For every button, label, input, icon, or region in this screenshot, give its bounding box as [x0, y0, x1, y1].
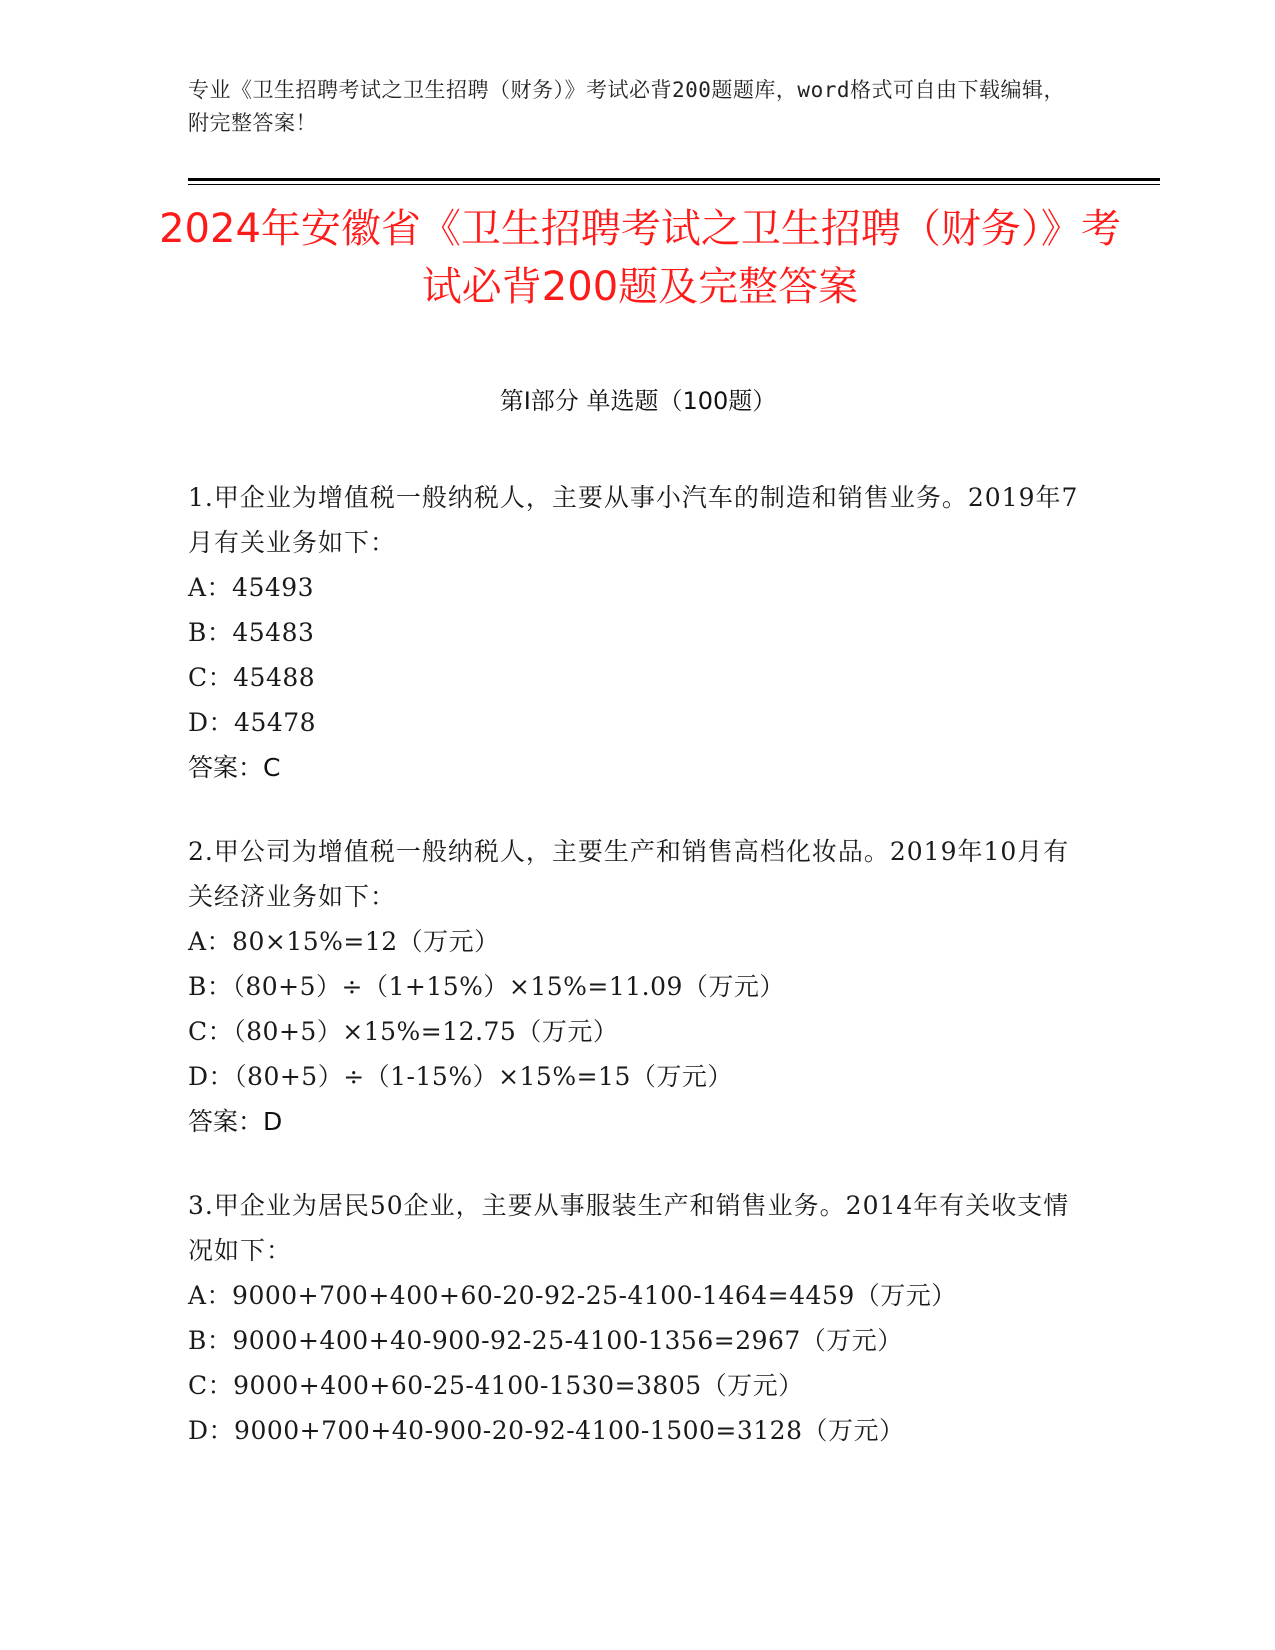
question-list [188, 475, 1088, 1492]
header-note: 专业《卫生招聘考试之卫生招聘（财务）》考试必背200题题库，word格式可自由下载编辑，附完整答案！ [188, 78, 1065, 135]
option-d: D：（80+5）÷（1-15%）×15%=15（万元） [188, 1062, 733, 1091]
question-item [188, 1183, 1088, 1453]
header-divider-thin [188, 184, 1160, 185]
option-b: B：（80+5）÷（1+15%）×15%=11.09（万元） [188, 972, 785, 1001]
option-c: C：45488 [188, 663, 316, 692]
document-title: 2024年安徽省《卫生招聘考试之卫生招聘（财务）》考试必背200题及完整答案 [159, 206, 1121, 310]
question-item [188, 475, 1088, 790]
option-a: A：45493 [188, 573, 315, 602]
answer-line: 答案：D [188, 1107, 283, 1136]
option-d: D：45478 [188, 708, 317, 737]
section-title: 第Ⅰ部分 单选题（100题） [499, 387, 777, 415]
question-stem: 2.甲公司为增值税一般纳税人，主要生产和销售高档化妆品。2019年10月有关经济业务如下： [188, 837, 1070, 911]
header-divider-thick [188, 178, 1160, 181]
option-c: C：（80+5）×15%=12.75（万元） [188, 1017, 619, 1046]
question-stem: 1.甲企业为增值税一般纳税人，主要从事小汽车的制造和销售业务。2019年7月有关业务如下： [188, 483, 1079, 557]
option-c: C：9000+400+60-25-4100-1530=3805（万元） [188, 1371, 804, 1400]
question-item [188, 829, 1088, 1144]
question-stem: 3.甲企业为居民50企业，主要从事服装生产和销售业务。2014年有关收支情况如下： [188, 1191, 1070, 1265]
option-b: B：45483 [188, 618, 315, 647]
option-b: B：9000+400+40-900-92-25-4100-1356=2967（万元） [188, 1326, 903, 1355]
option-d: D：9000+700+40-900-20-92-4100-1500=3128（万元） [188, 1416, 905, 1445]
option-a: A：9000+700+400+60-20-92-25-4100-1464=4459（万元） [188, 1281, 957, 1310]
answer-line: 答案：C [188, 753, 281, 782]
option-a: A：80×15%=12（万元） [188, 927, 500, 956]
